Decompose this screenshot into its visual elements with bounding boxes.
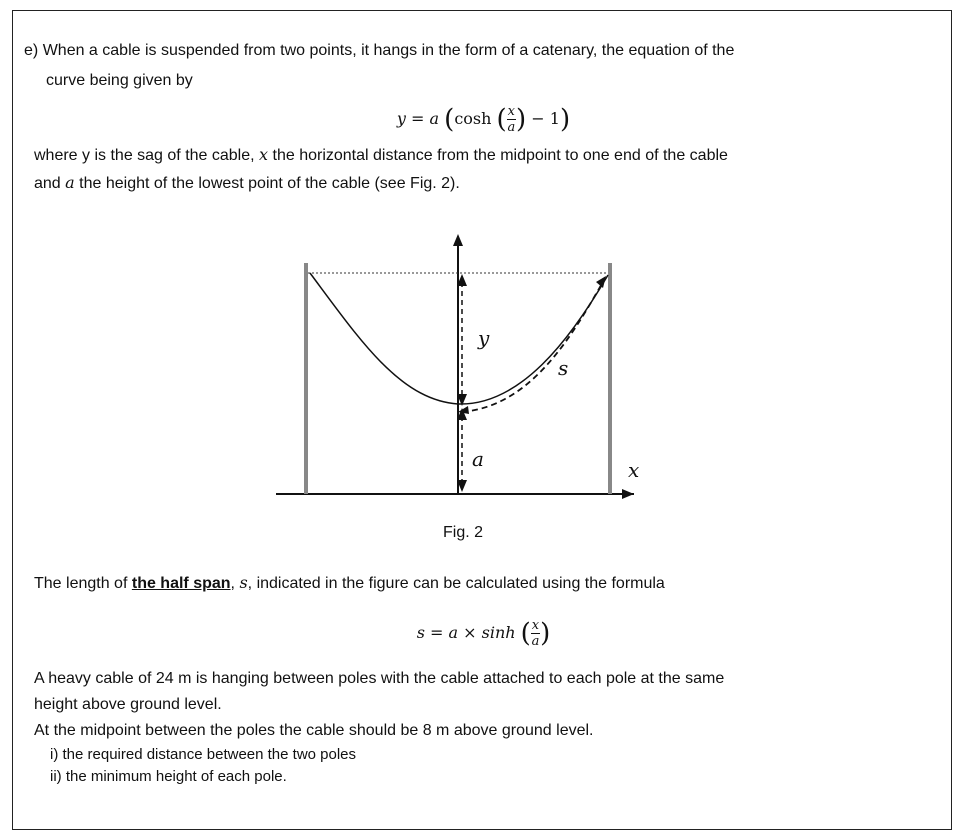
label-x: x — [628, 458, 640, 482]
problem-line-3: At the midpoint between the poles the cable should be 8 m above ground level. — [34, 722, 594, 739]
half-span-equation: s = a × sinh ( $\frac{x}{a}$ ) — [416, 618, 551, 649]
var-a: a — [65, 173, 75, 192]
eq1-lhs: y = a — [396, 109, 440, 128]
question-line-4: and a the height of the lowest point of the cable (see Fig. 2). — [34, 173, 460, 192]
half-span-emphasis: the half span — [131, 575, 231, 592]
catenary-equation: y = a (cosh ( $\frac{x}{a}$ ) − 1) — [396, 104, 571, 135]
var-s: s — [239, 573, 248, 592]
question-line-1 — [24, 40, 734, 62]
y-axis-arrow-icon — [453, 234, 463, 246]
half-span-line: The length of the half span, s, indicated in the figure can be calculated using the formula — [34, 573, 665, 592]
question-line-3: where y is the sag of the cable, x the horizontal distance from the midpoint to one end of the cable — [34, 145, 728, 164]
eq2-lhs: s = a × sinh — [416, 623, 516, 642]
eq1-tail: − 1 — [531, 109, 560, 128]
var-x: x — [259, 145, 269, 164]
eq1-func: cosh — [454, 109, 492, 128]
problem-item-1: i) the required distance between the two poles — [50, 746, 357, 763]
eq1-fraction — [507, 105, 516, 134]
figure-caption: Fig. 2 — [443, 524, 484, 541]
catenary-figure — [0, 230, 967, 530]
eq2-num: x — [531, 618, 540, 633]
label-y: y — [478, 326, 490, 350]
eq2-fraction — [531, 619, 540, 648]
problem-line-2: height above ground level. — [34, 696, 222, 713]
problem-line-1: A heavy cable of 24 m is hanging between poles with the cable attached to each pole at the same — [34, 670, 725, 687]
arc-arrow-end-icon — [596, 276, 606, 288]
eq2-den: a — [531, 634, 540, 649]
label-s: s — [558, 356, 569, 380]
eq1-num: x — [507, 104, 516, 119]
x-axis-arrow-icon — [622, 489, 634, 499]
label-a: a — [472, 447, 484, 471]
question-text-1: When a cable is suspended from two points, it hangs in the form of a catenary, the equation of the — [42, 42, 735, 59]
problem-item-2: ii) the minimum height of each pole. — [50, 768, 287, 785]
question-label: e) — [24, 42, 39, 59]
eq1-den: a — [507, 120, 516, 135]
question-line-2: curve being given by — [46, 72, 193, 89]
